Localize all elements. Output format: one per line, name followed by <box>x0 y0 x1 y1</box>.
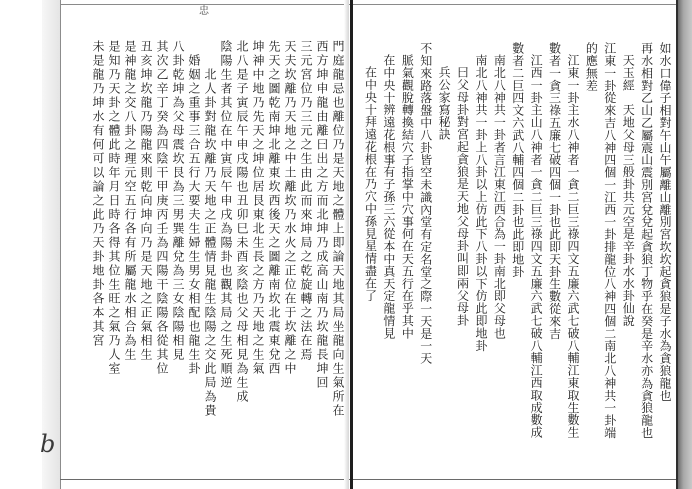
top-edge-line <box>60 4 676 5</box>
text-column: 婚姻之重事三合五行大要夫生婦生男女相配也龍生卦 <box>187 54 201 376</box>
text-column: 江東一卦主水八神者一貪二巨三祿四文五廉六武七破八輔江東取生數生 <box>565 54 580 439</box>
top-mark: 忠 <box>199 6 209 17</box>
text-column: 數者一貪三祿五廉七破四個一卦也此即天卦生數從來吉 <box>547 42 562 340</box>
text-column: 南北八神共一卦者言江東江西合為一卦南北即父母也 <box>492 54 507 340</box>
left-page-text <box>90 40 346 428</box>
text-column: 北八是子寅辰午申戌陽也丑卯巳未酉亥陰也父母相見為生成 <box>235 40 249 404</box>
spine-fold <box>350 0 353 489</box>
text-column: 脈氣觀脫轉換結穴子指掌中穴事何在天五行在乎其中 <box>400 54 415 340</box>
text-column: 三元宮位乃三元之生由此而來坤局之乾旋轉之法在焉 <box>299 40 313 362</box>
text-column: 是知乃天卦之體此時年月日時各得其位生旺之氣乃人室 <box>107 40 121 376</box>
text-column: 門庭龍忌也離位乃是天地之體上即論天地其局坐龍向生氣所在 <box>331 40 345 418</box>
text-column: 陰陽生者其位在中寅辰午申戌為陽卦也觀其局之生死順逆 <box>219 40 233 390</box>
text-column: 未是龍乃坤水有何可以論之此乃天卦地卦各本其宮 <box>91 40 105 348</box>
right-page-text <box>361 42 674 442</box>
text-column: 兵公家寫秘訣 <box>437 66 452 141</box>
text-column: 天夫坎離乃天地之中土離坎乃水火之正位在于坎離之中 <box>283 40 297 376</box>
text-column: 其次乙辛丁癸為四陰干甲庚丙壬為四陽干陰陽各從其位 <box>155 40 169 376</box>
text-column: 在中央十辨遠花根事有子孫三六從本中真天定龍情見 <box>381 54 396 340</box>
text-column: 在中央十拜遠花根在乃穴中孫見星情盡在了 <box>363 66 378 302</box>
text-column: 不知來路落盤中八卦皆空未識內堂有定名堂之際一天是一天 <box>418 42 433 365</box>
text-column: 丑亥坤坎龍乃陽龍來則乾向坤向乃是天地之正氣相生 <box>139 40 153 362</box>
left-page-edge <box>42 0 61 489</box>
text-column: 如水口偉子相對午山午屬離山離別宮坎坎起貪狼是子水為貪狼龍也 <box>658 42 672 402</box>
text-column: 坤神中地乃先天之坤位居艮東北生長之方乃天地之生氣 <box>251 40 265 376</box>
text-column: 西方坤申龍由離曰出之方而北坤乃成高山南乃坎龍長坤回 <box>315 40 329 390</box>
text-column: 江東一卦從來吉八神四個一江西一卦排龍位八神四個二南北八神共一卦端 <box>602 42 617 439</box>
text-column: 南北八神共一卦上八卦以上仿此下八卦以下仿此即地卦 <box>473 54 488 352</box>
text-column: 再水相對乙山乙屬震山震別宮兌兌起貪狼丁物乎在癸是辛水亦為貪狼龍也 <box>639 42 654 439</box>
text-column: 曰父母卦對宮起貪狼是天地父母卦叫即兩父母卦 <box>455 66 470 327</box>
right-page-edge <box>676 0 692 489</box>
text-column: 北人卦對龍坎離乃天地之正體情見龍生陰陽之交此局為貴 <box>203 68 217 418</box>
text-column: 先天之圖乾南坤北離東坎西後天之圖離南坎北震東兌西 <box>267 40 281 376</box>
bottom-edge-line <box>60 479 676 480</box>
section-heading-column: 天玉經 天地父母三般卦共元空是辛卦水水卦仙說 <box>621 54 636 327</box>
text-column: 是神龍之交八卦之理元空五行各有所屬龍水相合為生 <box>123 40 137 362</box>
handwritten-margin-mark: b <box>40 430 56 458</box>
text-column: 八卦乾坤為父母震坎艮為三男巽離兌為三女陰陽相見 <box>171 40 185 362</box>
text-column: 數者二巨四文六武八輔四個二卦也此即地卦 <box>510 42 525 278</box>
text-column: 的應無差 <box>584 42 599 92</box>
text-column: 江西一卦主山八神者一貪二巨三祿四文五廉六武七破八輔江西取成數成 <box>529 54 544 439</box>
